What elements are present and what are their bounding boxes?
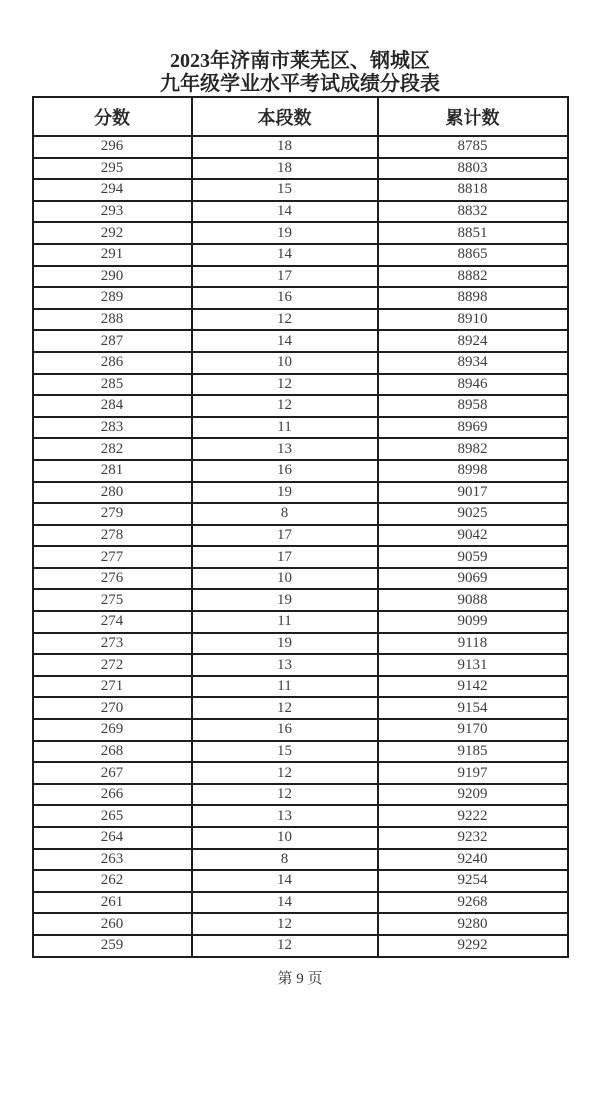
score-table-body [33, 136, 568, 957]
table-row [33, 330, 568, 352]
score-cell: 283 [33, 417, 192, 439]
table-header-row [33, 97, 568, 136]
column-header-score: 分数 [33, 97, 192, 136]
score-cell: 291 [33, 244, 192, 266]
cumulative-count-cell: 9118 [378, 633, 568, 655]
segment-count-cell: 19 [192, 589, 378, 611]
segment-count-cell: 12 [192, 697, 378, 719]
score-cell: 278 [33, 525, 192, 547]
segment-count-cell: 19 [192, 633, 378, 655]
segment-count-cell: 16 [192, 719, 378, 741]
table-row [33, 417, 568, 439]
score-cell: 261 [33, 892, 192, 914]
cumulative-count-cell: 8803 [378, 158, 568, 180]
column-header-cumulative-count: 累计数 [378, 97, 568, 136]
segment-count-cell: 10 [192, 568, 378, 590]
cumulative-count-cell: 9232 [378, 827, 568, 849]
score-cell: 287 [33, 330, 192, 352]
cumulative-count-cell: 8851 [378, 222, 568, 244]
score-cell: 282 [33, 438, 192, 460]
table-row [33, 719, 568, 741]
segment-count-cell: 8 [192, 849, 378, 871]
segment-count-cell: 8 [192, 503, 378, 525]
table-row [33, 892, 568, 914]
segment-count-cell: 14 [192, 201, 378, 223]
table-row [33, 633, 568, 655]
cumulative-count-cell: 8832 [378, 201, 568, 223]
segment-count-cell: 12 [192, 374, 378, 396]
segment-count-cell: 14 [192, 330, 378, 352]
cumulative-count-cell: 8998 [378, 460, 568, 482]
segment-count-cell: 17 [192, 266, 378, 288]
table-row [33, 611, 568, 633]
table-row [33, 136, 568, 158]
score-cell: 285 [33, 374, 192, 396]
score-cell: 294 [33, 179, 192, 201]
cumulative-count-cell: 8982 [378, 438, 568, 460]
table-row [33, 201, 568, 223]
score-cell: 295 [33, 158, 192, 180]
column-header-segment-count: 本段数 [192, 97, 378, 136]
score-cell: 267 [33, 762, 192, 784]
score-cell: 269 [33, 719, 192, 741]
score-cell: 273 [33, 633, 192, 655]
score-cell: 259 [33, 935, 192, 957]
segment-count-cell: 13 [192, 805, 378, 827]
cumulative-count-cell: 9042 [378, 525, 568, 547]
table-row [33, 849, 568, 871]
table-row [33, 935, 568, 957]
cumulative-count-cell: 8969 [378, 417, 568, 439]
score-cell: 270 [33, 697, 192, 719]
segment-count-cell: 18 [192, 158, 378, 180]
segment-count-cell: 13 [192, 438, 378, 460]
table-row [33, 244, 568, 266]
segment-count-cell: 18 [192, 136, 378, 158]
score-cell: 292 [33, 222, 192, 244]
cumulative-count-cell: 8865 [378, 244, 568, 266]
cumulative-count-cell: 9170 [378, 719, 568, 741]
cumulative-count-cell: 8910 [378, 309, 568, 331]
table-row [33, 676, 568, 698]
cumulative-count-cell: 8958 [378, 395, 568, 417]
cumulative-count-cell: 9154 [378, 697, 568, 719]
table-row [33, 222, 568, 244]
segment-count-cell: 11 [192, 676, 378, 698]
cumulative-count-cell: 9292 [378, 935, 568, 957]
score-cell: 286 [33, 352, 192, 374]
segment-count-cell: 13 [192, 654, 378, 676]
score-cell: 284 [33, 395, 192, 417]
table-row [33, 762, 568, 784]
table-row [33, 805, 568, 827]
segment-count-cell: 14 [192, 870, 378, 892]
score-cell: 274 [33, 611, 192, 633]
segment-count-cell: 17 [192, 525, 378, 547]
score-table [32, 96, 569, 958]
cumulative-count-cell: 8934 [378, 352, 568, 374]
table-row [33, 503, 568, 525]
cumulative-count-cell: 8898 [378, 287, 568, 309]
segment-count-cell: 17 [192, 546, 378, 568]
table-row [33, 654, 568, 676]
segment-count-cell: 11 [192, 417, 378, 439]
score-cell: 290 [33, 266, 192, 288]
score-cell: 266 [33, 784, 192, 806]
score-cell: 296 [33, 136, 192, 158]
cumulative-count-cell: 8924 [378, 330, 568, 352]
score-cell: 263 [33, 849, 192, 871]
cumulative-count-cell: 9197 [378, 762, 568, 784]
score-cell: 293 [33, 201, 192, 223]
table-row [33, 741, 568, 763]
table-row [33, 482, 568, 504]
cumulative-count-cell: 9025 [378, 503, 568, 525]
table-row [33, 870, 568, 892]
cumulative-count-cell: 8818 [378, 179, 568, 201]
table-row [33, 913, 568, 935]
cumulative-count-cell: 9240 [378, 849, 568, 871]
segment-count-cell: 16 [192, 287, 378, 309]
score-cell: 268 [33, 741, 192, 763]
cumulative-count-cell: 9268 [378, 892, 568, 914]
segment-count-cell: 11 [192, 611, 378, 633]
title-line-2: 九年级学业水平考试成绩分段表 [160, 73, 440, 95]
cumulative-count-cell: 9209 [378, 784, 568, 806]
table-row [33, 352, 568, 374]
segment-count-cell: 15 [192, 741, 378, 763]
segment-count-cell: 12 [192, 395, 378, 417]
segment-count-cell: 10 [192, 827, 378, 849]
cumulative-count-cell: 9280 [378, 913, 568, 935]
cumulative-count-cell: 9059 [378, 546, 568, 568]
cumulative-count-cell: 9254 [378, 870, 568, 892]
score-cell: 271 [33, 676, 192, 698]
segment-count-cell: 10 [192, 352, 378, 374]
table-row [33, 568, 568, 590]
table-row [33, 158, 568, 180]
segment-count-cell: 12 [192, 913, 378, 935]
table-row [33, 266, 568, 288]
score-cell: 262 [33, 870, 192, 892]
segment-count-cell: 16 [192, 460, 378, 482]
title-line-1: 2023年济南市莱芜区、钢城区 [170, 50, 430, 72]
score-cell: 279 [33, 503, 192, 525]
segment-count-cell: 14 [192, 892, 378, 914]
segment-count-cell: 12 [192, 762, 378, 784]
segment-count-cell: 12 [192, 309, 378, 331]
score-cell: 265 [33, 805, 192, 827]
table-row [33, 525, 568, 547]
segment-count-cell: 19 [192, 222, 378, 244]
score-cell: 280 [33, 482, 192, 504]
table-row [33, 784, 568, 806]
score-cell: 264 [33, 827, 192, 849]
score-cell: 275 [33, 589, 192, 611]
table-row [33, 460, 568, 482]
score-cell: 276 [33, 568, 192, 590]
table-row [33, 287, 568, 309]
table-row [33, 309, 568, 331]
score-cell: 288 [33, 309, 192, 331]
cumulative-count-cell: 9131 [378, 654, 568, 676]
cumulative-count-cell: 9088 [378, 589, 568, 611]
cumulative-count-cell: 9017 [378, 482, 568, 504]
cumulative-count-cell: 9142 [378, 676, 568, 698]
page-number: 第 9 页 [277, 970, 323, 987]
table-row [33, 438, 568, 460]
table-row [33, 395, 568, 417]
score-cell: 281 [33, 460, 192, 482]
cumulative-count-cell: 8882 [378, 266, 568, 288]
segment-count-cell: 14 [192, 244, 378, 266]
cumulative-count-cell: 8946 [378, 374, 568, 396]
score-cell: 277 [33, 546, 192, 568]
cumulative-count-cell: 9185 [378, 741, 568, 763]
table-row [33, 546, 568, 568]
score-cell: 260 [33, 913, 192, 935]
cumulative-count-cell: 9099 [378, 611, 568, 633]
segment-count-cell: 15 [192, 179, 378, 201]
score-cell: 272 [33, 654, 192, 676]
document-title [0, 0, 600, 96]
table-row [33, 697, 568, 719]
segment-count-cell: 19 [192, 482, 378, 504]
table-row [33, 179, 568, 201]
table-row [33, 827, 568, 849]
table-row [33, 589, 568, 611]
cumulative-count-cell: 9222 [378, 805, 568, 827]
segment-count-cell: 12 [192, 935, 378, 957]
segment-count-cell: 12 [192, 784, 378, 806]
score-cell: 289 [33, 287, 192, 309]
cumulative-count-cell: 9069 [378, 568, 568, 590]
cumulative-count-cell: 8785 [378, 136, 568, 158]
table-row [33, 374, 568, 396]
